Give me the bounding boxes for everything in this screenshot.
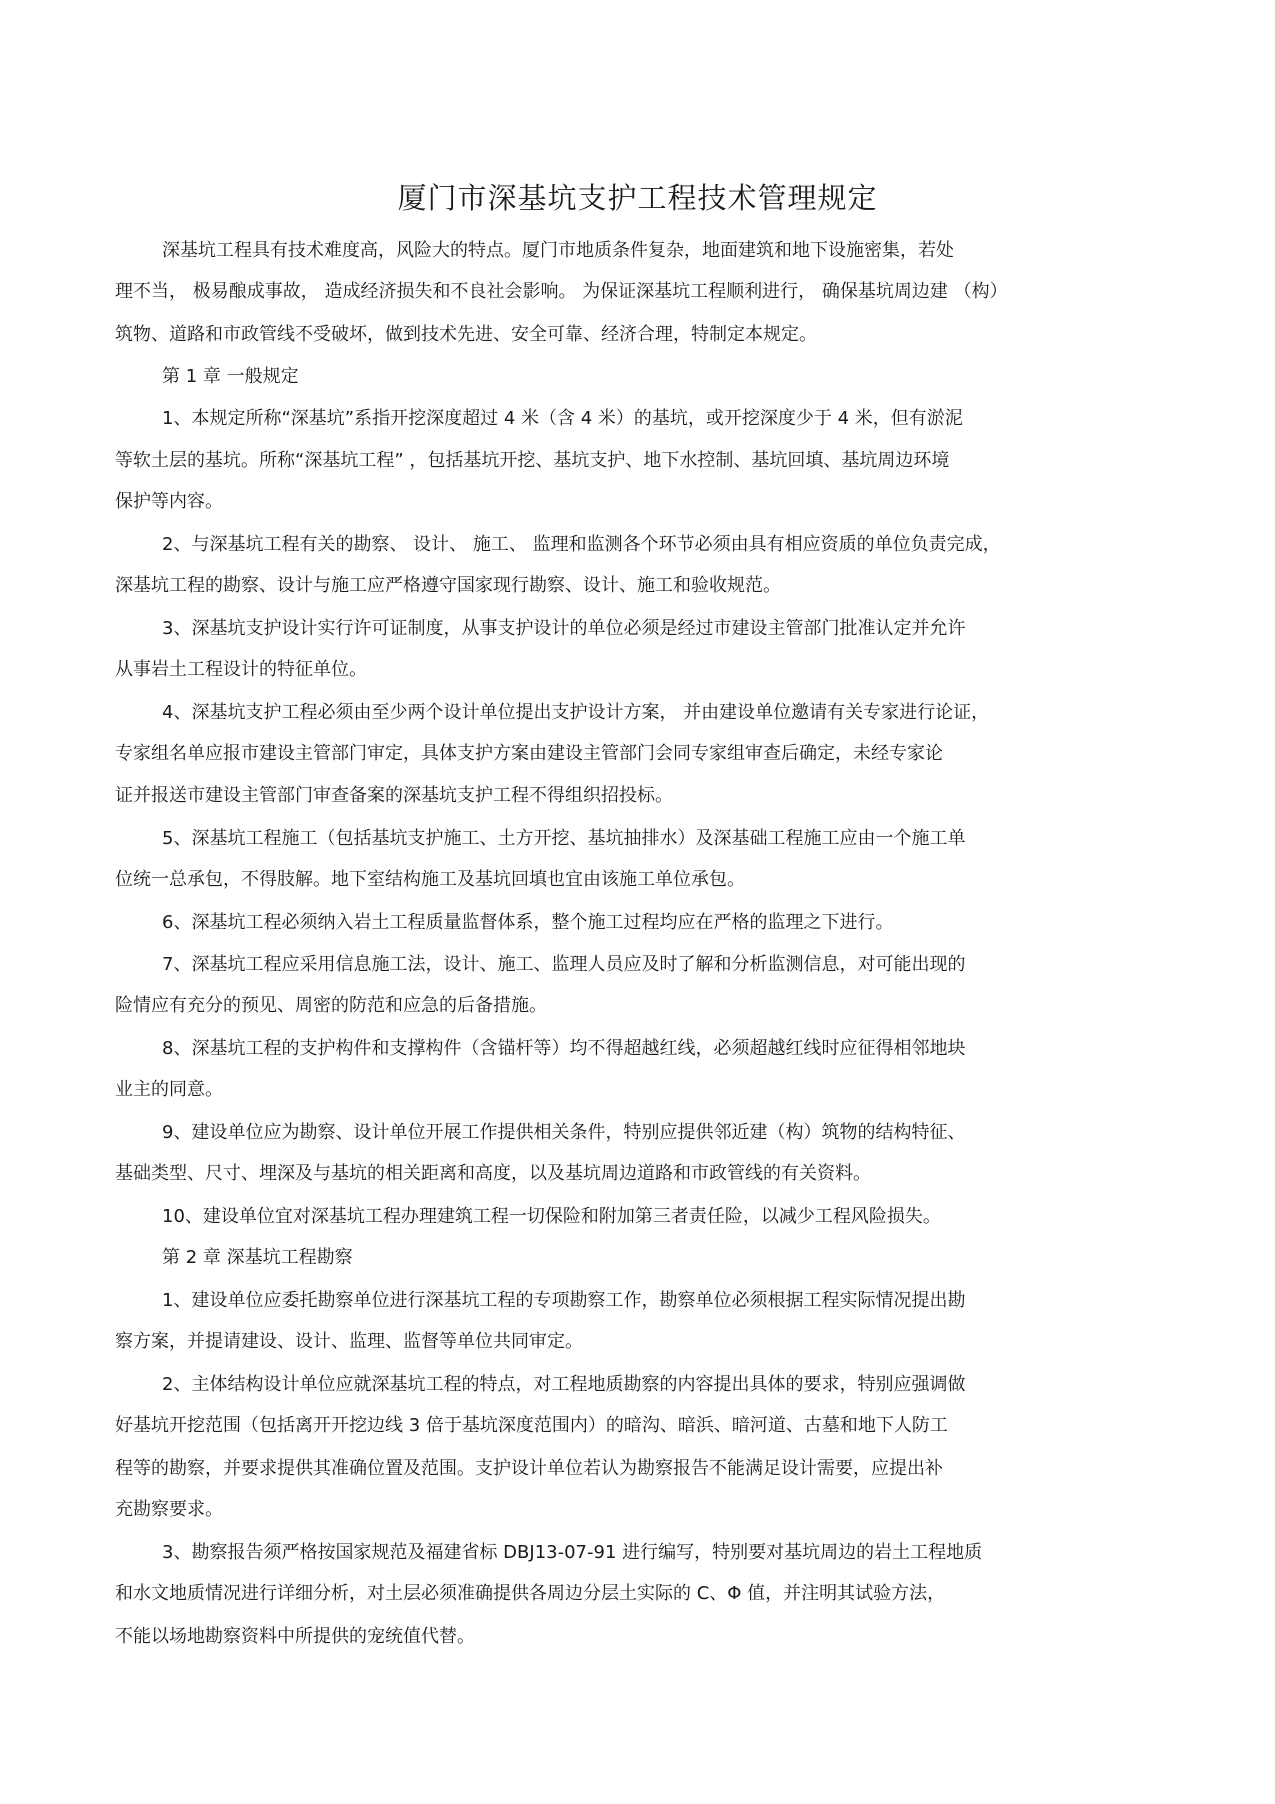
- text-line: 1、建设单位应委托勘察单位进行深基坑工程的专项勘察工作，勘察单位必须根据工程实际情况提出勘: [162, 1290, 966, 1311]
- text-line: 专家组名单应报市建设主管部门审定，具体支护方案由建设主管部门会同专家组审查后确定，未经专家论: [115, 743, 943, 764]
- text-line: 充勘察要求。: [115, 1499, 223, 1520]
- text-line: 证并报送市建设主管部门审查备案的深基坑支护工程不得组织招投标。: [115, 785, 673, 806]
- text-line: 位统一总承包，不得肢解。地下室结构施工及基坑回填也宜由该施工单位承包。: [115, 869, 745, 890]
- text-line: 1、本规定所称“深基坑”系指开挖深度超过 4 米（含 4 米）的基坑，或开挖深度少于 4 米，但有淤泥: [162, 408, 963, 429]
- text-line: 深基坑工程的勘察、设计与施工应严格遵守国家现行勘察、设计、施工和验收规范。: [115, 575, 781, 596]
- chapter-heading: 第 2 章 深基坑工程勘察: [162, 1247, 353, 1268]
- text-line: 8、深基坑工程的支护构件和支撑构件（含锚杆等）均不得超越红线，必须超越红线时应征得相邻地块: [162, 1038, 966, 1059]
- document-title: 厦门市深基坑支护工程技术管理规定: [397, 181, 878, 215]
- text-line: 程等的勘察，并要求提供其准确位置及范围。支护设计单位若认为勘察报告不能满足设计需要，应提出补: [115, 1458, 943, 1479]
- text-line: 5、深基坑工程施工（包括基坑支护施工、土方开挖、基坑抽排水）及深基础工程施工应由一个施工单: [162, 828, 966, 849]
- text-line: 险情应有充分的预见、周密的防范和应急的后备措施。: [115, 995, 547, 1016]
- text-line: 好基坑开挖范围（包括离开开挖边线 3 倍于基坑深度范围内）的暗沟、暗浜、暗河道、古墓和地下人防工: [115, 1415, 948, 1436]
- text-line: 9、建设单位应为勘察、设计单位开展工作提供相关条件，特别应提供邻近建（构）筑物的结构特征、: [162, 1122, 966, 1143]
- text-line: 4、深基坑支护工程必须由至少两个设计单位提出支护设计方案， 并由建设单位邀请有关专家进行论证，: [162, 702, 990, 723]
- text-line: 3、深基坑支护设计实行许可证制度，从事支护设计的单位必须是经过市建设主管部门批准认定并允许: [162, 618, 966, 639]
- text-line: 不能以场地勘察资料中所提供的宠统值代替。: [115, 1626, 475, 1647]
- text-line: 10、建设单位宜对深基坑工程办理建筑工程一切保险和附加第三者责任险，以减少工程风险损失。: [162, 1206, 941, 1227]
- text-line: 理不当， 极易酿成事故， 造成经济损失和不良社会影响。 为保证深基坑工程顺利进行， 确保基坑周边建 （构）: [115, 281, 1008, 302]
- text-line: 和水文地质情况进行详细分析，对土层必须准确提供各周边分层土实际的 C、Φ 值，并注明其试验方法，: [115, 1583, 946, 1604]
- text-line: 3、勘察报告须严格按国家规范及福建省标 DBJ13-07-91 进行编写，特别要对基坑周边的岩土工程地质: [162, 1542, 983, 1563]
- text-line: 保护等内容。: [115, 491, 223, 512]
- text-line: 从事岩土工程设计的特征单位。: [115, 659, 367, 680]
- text-line: 察方案，并提请建设、设计、监理、监督等单位共同审定。: [115, 1331, 583, 1352]
- text-line: 2、主体结构设计单位应就深基坑工程的特点，对工程地质勘察的内容提出具体的要求，特别应强调做: [162, 1374, 966, 1395]
- text-line: 筑物、道路和市政管线不受破坏，做到技术先进、安全可靠、经济合理，特制定本规定。: [115, 324, 817, 345]
- text-line: 6、深基坑工程必须纳入岩土工程质量监督体系，整个施工过程均应在严格的监理之下进行。: [162, 912, 894, 933]
- chapter-heading: 第 1 章 一般规定: [162, 366, 299, 387]
- text-line: 深基坑工程具有技术难度高，风险大的特点。厦门市地质条件复杂，地面建筑和地下设施密集，若处: [162, 240, 954, 261]
- text-line: 等软土层的基坑。所称“深基坑工程” ，包括基坑开挖、基坑支护、地下水控制、基坑回填、基坑周边环境: [115, 450, 950, 471]
- text-line: 基础类型、尺寸、埋深及与基坑的相关距离和高度，以及基坑周边道路和市政管线的有关资料。: [115, 1163, 871, 1184]
- text-line: 2、与深基坑工程有关的勘察、 设计、 施工、 监理和监测各个环节必须由具有相应资质的单位负责完成，: [162, 534, 1001, 555]
- text-line: 业主的同意。: [115, 1079, 223, 1100]
- text-line: 7、深基坑工程应采用信息施工法，设计、施工、监理人员应及时了解和分析监测信息，对可能出现的: [162, 954, 966, 975]
